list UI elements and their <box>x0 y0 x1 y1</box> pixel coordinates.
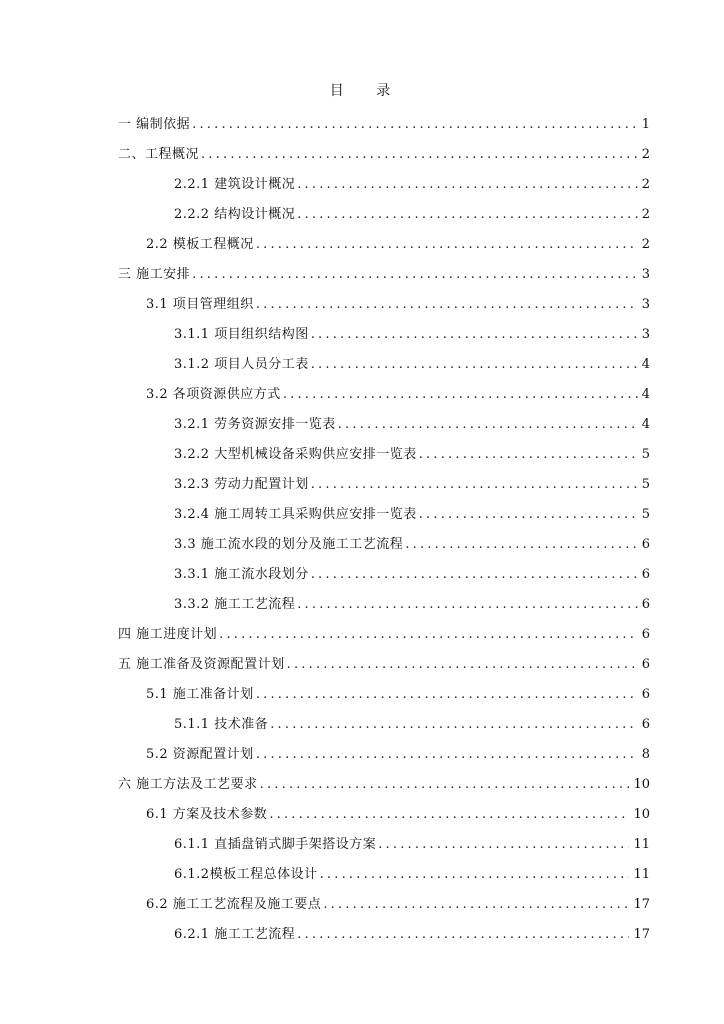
toc-page-number: 10 <box>633 777 650 792</box>
toc-dot-leader <box>201 140 638 170</box>
toc-dot-leader <box>378 830 629 860</box>
toc-entry-title: 五 施工准备及资源配置计划 <box>118 657 285 672</box>
toc-entry[interactable] <box>118 680 650 710</box>
toc-entry[interactable] <box>118 440 650 470</box>
toc-entry[interactable] <box>118 800 650 830</box>
toc-entry[interactable] <box>118 200 650 230</box>
toc-dot-leader <box>311 320 638 350</box>
toc-entry[interactable] <box>118 140 650 170</box>
toc-entry[interactable] <box>118 350 650 380</box>
toc-dot-leader <box>419 440 638 470</box>
toc-entry-title: 2.2.1 建筑设计概况 <box>174 177 296 192</box>
toc-page-number: 11 <box>633 837 650 852</box>
toc-entry-title: 3.2.4 施工周转工具采购供应安排一览表 <box>174 507 417 522</box>
table-of-contents <box>118 110 650 950</box>
toc-entry[interactable] <box>118 290 650 320</box>
toc-entry-title: 6.2.1 施工工艺流程 <box>174 927 296 942</box>
toc-page-number: 3 <box>641 327 650 342</box>
toc-entry-title: 6.2 施工工艺流程及施工要点 <box>146 897 322 912</box>
toc-dot-leader <box>338 410 638 440</box>
toc-page-number: 17 <box>633 927 650 942</box>
toc-entry-title: 3.1.1 项目组织结构图 <box>174 327 309 342</box>
toc-entry-title: 3.3 施工流水段的划分及施工工艺流程 <box>174 537 404 552</box>
toc-entry[interactable] <box>118 380 650 410</box>
toc-dot-leader <box>256 290 638 320</box>
toc-entry[interactable] <box>118 620 650 650</box>
toc-entry-title: 2.2 模板工程概况 <box>146 237 254 252</box>
toc-entry[interactable] <box>118 740 650 770</box>
toc-dot-leader <box>256 680 638 710</box>
toc-dot-leader <box>297 200 638 230</box>
toc-entry-title: 3.1 项目管理组织 <box>146 297 254 312</box>
toc-page-number: 5 <box>641 507 650 522</box>
toc-page-number: 11 <box>633 867 650 882</box>
toc-entry[interactable] <box>118 500 650 530</box>
toc-page-number: 10 <box>633 807 650 822</box>
toc-dot-leader <box>269 800 629 830</box>
toc-dot-leader <box>192 110 638 140</box>
toc-entry-title: 6.1.2模板工程总体设计 <box>174 867 318 882</box>
toc-entry[interactable] <box>118 710 650 740</box>
toc-page-number: 2 <box>641 177 650 192</box>
toc-dot-leader <box>297 920 629 950</box>
toc-dot-leader <box>270 710 638 740</box>
toc-entry-title: 6.1 方案及技术参数 <box>146 807 268 822</box>
toc-dot-leader <box>283 380 638 410</box>
toc-entry-title: 3.2.2 大型机械设备采购供应安排一览表 <box>174 447 417 462</box>
toc-entry[interactable] <box>118 530 650 560</box>
toc-entry-title: 2.2.2 结构设计概况 <box>174 207 296 222</box>
toc-dot-leader <box>297 590 638 620</box>
toc-entry-title: 3.2 各项资源供应方式 <box>146 387 281 402</box>
toc-page-number: 17 <box>633 897 650 912</box>
toc-entry[interactable] <box>118 770 650 800</box>
toc-entry-title: 四 施工进度计划 <box>118 627 218 642</box>
toc-entry-title: 5.1.1 技术准备 <box>174 717 269 732</box>
toc-entry-title: 5.2 资源配置计划 <box>146 747 254 762</box>
toc-dot-leader <box>311 350 638 380</box>
toc-entry-title: 六 施工方法及工艺要求 <box>118 777 258 792</box>
toc-page-number: 6 <box>641 537 650 552</box>
toc-dot-leader <box>256 230 638 260</box>
toc-dot-leader <box>297 170 638 200</box>
toc-entry[interactable] <box>118 860 650 890</box>
toc-page-number: 3 <box>641 297 650 312</box>
toc-dot-leader <box>320 860 630 890</box>
toc-entry-title: 3.2.1 劳务资源安排一览表 <box>174 417 336 432</box>
toc-page-number: 4 <box>641 417 650 432</box>
toc-page-number: 4 <box>641 387 650 402</box>
toc-entry-title: 3.2.3 劳动力配置计划 <box>174 477 309 492</box>
toc-page-number: 6 <box>641 657 650 672</box>
toc-entry[interactable] <box>118 470 650 500</box>
toc-dot-leader <box>311 560 638 590</box>
page-title: 目 录 <box>329 83 405 99</box>
toc-entry-title: 5.1 施工准备计划 <box>146 687 254 702</box>
toc-entry[interactable] <box>118 170 650 200</box>
toc-entry-title: 6.1.1 直插盘销式脚手架搭设方案 <box>174 837 377 852</box>
toc-entry[interactable] <box>118 650 650 680</box>
toc-entry[interactable] <box>118 230 650 260</box>
toc-dot-leader <box>405 530 637 560</box>
toc-entry-title: 3.3.1 施工流水段划分 <box>174 567 309 582</box>
toc-dot-leader <box>219 620 638 650</box>
toc-entry[interactable] <box>118 260 650 290</box>
toc-dot-leader <box>311 470 638 500</box>
toc-entry-title: 3.1.2 项目人员分工表 <box>174 357 309 372</box>
toc-page-number: 6 <box>641 597 650 612</box>
toc-page-number: 6 <box>641 687 650 702</box>
toc-dot-leader <box>419 500 638 530</box>
toc-entry-title: 3.3.2 施工工艺流程 <box>174 597 296 612</box>
toc-page-number: 6 <box>641 567 650 582</box>
toc-entry[interactable] <box>118 110 650 140</box>
toc-entry[interactable] <box>118 890 650 920</box>
toc-dot-leader <box>323 890 629 920</box>
toc-page-number: 5 <box>641 447 650 462</box>
toc-entry[interactable] <box>118 590 650 620</box>
toc-dot-leader <box>192 260 638 290</box>
toc-page-number: 3 <box>641 267 650 282</box>
toc-page-number: 5 <box>641 477 650 492</box>
toc-entry[interactable] <box>118 920 650 950</box>
toc-page-number: 2 <box>641 237 650 252</box>
toc-entry[interactable] <box>118 320 650 350</box>
toc-entry-title: 二、工程概况 <box>118 147 200 162</box>
toc-dot-leader <box>256 740 638 770</box>
toc-page-number: 2 <box>641 207 650 222</box>
toc-page-number: 6 <box>641 627 650 642</box>
toc-page-number: 2 <box>641 147 650 162</box>
toc-dot-leader <box>287 650 638 680</box>
toc-entry[interactable] <box>118 560 650 590</box>
toc-page-number: 6 <box>641 717 650 732</box>
toc-entry-title: 一 编制依据 <box>118 117 191 132</box>
toc-page-number: 4 <box>641 357 650 372</box>
toc-entry[interactable] <box>118 410 650 440</box>
toc-page-number: 8 <box>641 747 650 762</box>
toc-page-number: 1 <box>641 117 650 132</box>
toc-entry[interactable] <box>118 830 650 860</box>
toc-entry-title: 三 施工安排 <box>118 267 191 282</box>
toc-dot-leader <box>260 770 630 800</box>
